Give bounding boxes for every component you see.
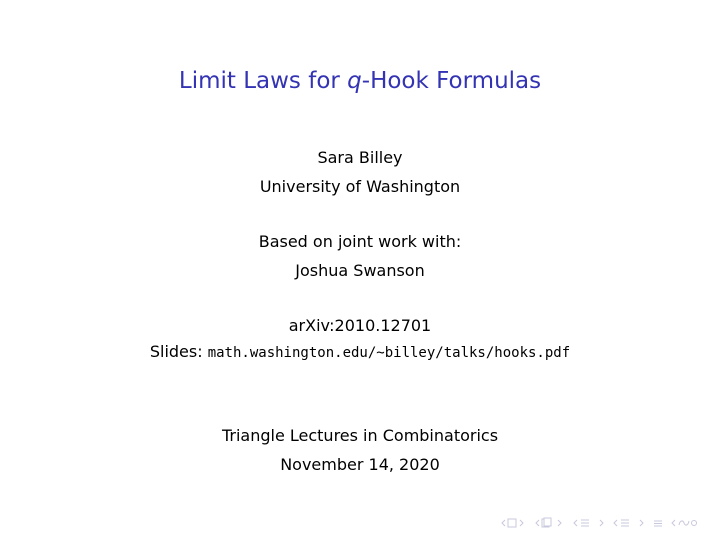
slide-title <box>0 68 720 94</box>
event-date: November 14, 2020 <box>280 455 440 474</box>
title-q: q <box>347 68 362 94</box>
author-affiliation: University of Washington <box>259 177 461 196</box>
nav-subsection-icon[interactable] <box>612 517 646 529</box>
joint-work-label: Based on joint work with: <box>258 232 462 251</box>
title-prefix: Limit Laws for <box>178 68 348 94</box>
nav-section-group[interactable] <box>572 517 606 529</box>
slides-url[interactable]: math.washington.edu/~billey/talks/hooks.pdf <box>207 345 571 361</box>
arxiv-id: arXiv:2010.12701 <box>288 316 432 335</box>
nav-section-icon[interactable] <box>572 517 606 529</box>
event-name: Triangle Lectures in Combinatorics <box>221 426 499 445</box>
beamer-navigation <box>500 517 700 529</box>
nav-prev-frame-icon[interactable] <box>534 517 566 529</box>
nav-subsection-group[interactable] <box>612 517 646 529</box>
nav-subframe-group[interactable] <box>534 517 566 529</box>
collaborator-name: Joshua Swanson <box>295 261 425 280</box>
slides-link-line <box>0 342 720 361</box>
author-name: Sara Billey <box>317 148 403 167</box>
nav-equiv-icon[interactable] <box>652 517 664 529</box>
title-suffix: -Hook Formulas <box>361 68 542 94</box>
slides-label: Slides: <box>149 342 208 361</box>
nav-frame-group[interactable] <box>500 517 528 529</box>
nav-first-icon[interactable] <box>500 517 528 529</box>
nav-search-icon[interactable] <box>670 517 700 529</box>
